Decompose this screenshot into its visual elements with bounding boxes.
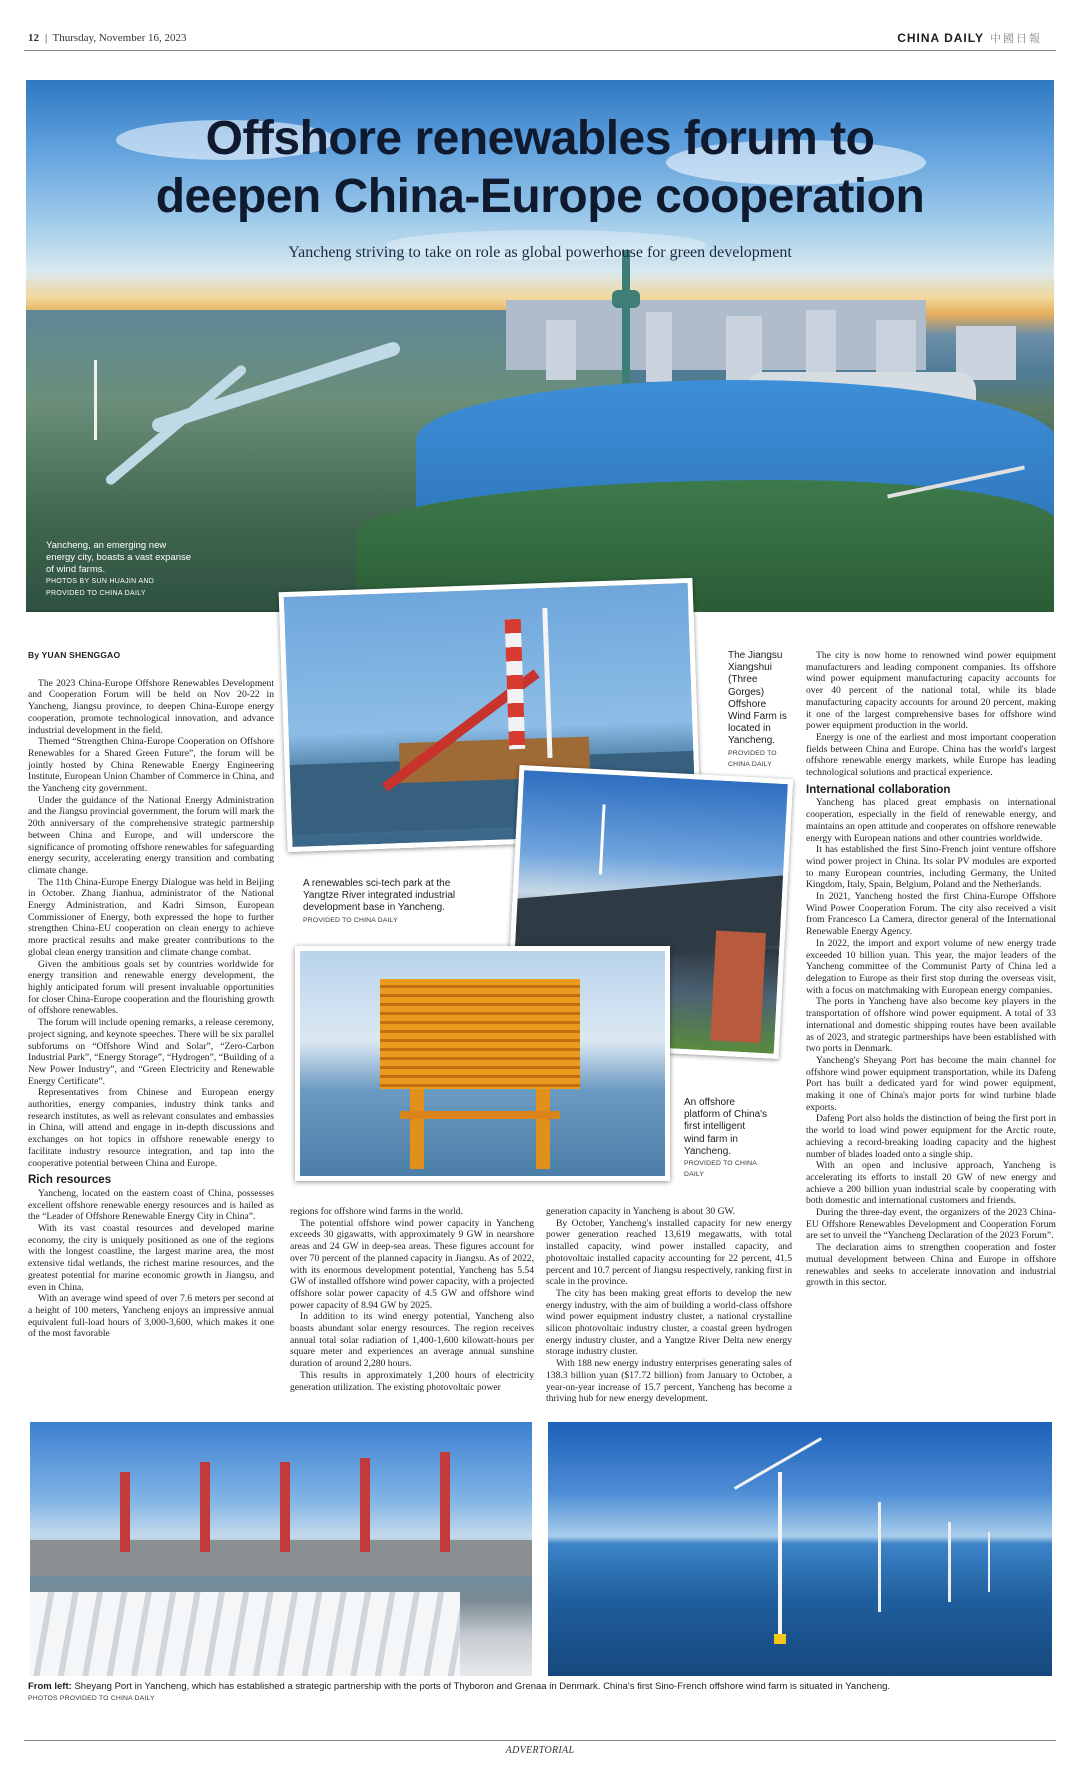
bottom-caption-text: Sheyang Port in Yancheng, which has established a strategic partnership with the ports of Thyboron and Grenaa in Denmark. China's first Sino-French offshore wind farm is situated in Yancheng.	[74, 1681, 891, 1692]
port-crane	[360, 1458, 370, 1552]
platform-leg	[536, 1089, 550, 1169]
paragraph: With an average wind speed of over 7.6 meters per second at a height of 100 meters, Yancheng enjoys an impressive annual equivalent full-load hours of 3,000-3,600, which makes it one of the most favorable	[28, 1293, 274, 1340]
paragraph: In 2022, the import and export volume of new energy trade exceeded 10 billion yuan. This year, the major leaders of the Yancheng committee of the Communist Party of China led a delegation to Europe as their first stop during the overseas visit, with a focus on matchmaking with European energy companies.	[806, 937, 1056, 996]
platform-leg	[410, 1089, 424, 1169]
wind-turbine	[599, 804, 606, 874]
article-column-4	[806, 650, 1056, 1289]
paragraph: By October, Yancheng's installed capacity for new energy power generation reached 13,619 megawatts, with total installed capacity, wind power installed capacity, and photovoltaic installed capacity accounting for 22 percent, 41.5 percent and 10.7 percent of Jiangsu respectively, ranking first in scale in the province.	[546, 1217, 792, 1288]
paragraph: The 11th China-Europe Energy Dialogue was held in Beijing in October. Zhang Jianhua, administrator of the National Energy Administration, and Kadri Simson, European Commissioner of Energy, both expressed the hope to further strengthen China-EU cooperation on clean energy to achieve more practical results and make greater contributions to the global clean energy transition and climate change combat.	[28, 876, 274, 958]
headline-line-1: Offshore renewables forum to	[205, 112, 875, 165]
park-credit: PROVIDED TO CHINA DAILY	[303, 916, 398, 924]
masthead-title: CHINA DAILY	[897, 31, 984, 45]
platform-caption	[684, 1097, 768, 1180]
advertorial-label: ADVERTORIAL	[505, 1745, 575, 1756]
park-caption	[303, 878, 483, 926]
paragraph: Dafeng Port also holds the distinction of being the first port in the world to load wind power equipment for the Arctic route, achieving a record-breaking loading capacity and the highest number of blades loaded onto a single ship.	[806, 1113, 1056, 1160]
wind-turbine	[878, 1502, 881, 1612]
bottom-caption-lead: From left:	[28, 1681, 72, 1692]
paragraph: The forum will include opening remarks, a release ceremony, project signing, and keynote speeches. There will be six parallel subforums on “Offshore Wind and Solar”, “Zero-Carbon Industrial Park”, “Energy Storage”, “Hydrogen”, “Building of a New Power Industry”, and “Green Electricity and Renewable Energy Certificate”.	[28, 1017, 274, 1087]
article-subheadline: Yancheng striving to take on role as global powerhouse for green development	[288, 244, 792, 261]
offshore-wind-farm-photo	[548, 1422, 1052, 1676]
crane-credit: PROVIDED TO CHINA DAILY	[728, 749, 777, 768]
paragraph: The potential offshore wind power capacity in Yancheng exceeds 30 gigawatts, with approximately 9 GW in nearshore areas and 24 GW in deep-sea areas. These figures account for over 70 percent of the planned capacity in Jiangsu. As of 2022, with its enormous development potential, Yancheng has 5.54 GW of installed offshore wind power capacity, with a projected offshore solar power capacity of 4.5 GW and offshore wind power capacity of 8.94 GW by 2025.	[290, 1217, 534, 1311]
platform-brace	[400, 1111, 560, 1119]
red-wall	[710, 931, 766, 1043]
paragraph: Themed “Strengthen China-Europe Cooperation on Offshore Renewables for a Shared Green Future”, the forum will be jointly hosted by China Renewable Energy Engineering Institute, European Union Chamber of Commerce in China, and the Yancheng city government.	[28, 736, 274, 795]
paragraph: Yancheng's Sheyang Port has become the main channel for offshore wind power equipment transportation, while its Dafeng Port has built a dedicated yard for wind power equipment, making it one of China's major ports for wind turbine blade exports.	[806, 1054, 1056, 1113]
paragraph: During the three-day event, the organizers of the 2023 China-EU Offshore Renewables Development and Cooperation Forum are set to unveil the “Yancheng Declaration of the 2023 Forum”.	[806, 1207, 1056, 1242]
masthead-chinese: 中國日報	[990, 33, 1042, 45]
byline: By YUAN SHENGGAO	[28, 650, 121, 660]
turbine-blades	[30, 1592, 460, 1676]
paragraph: Representatives from Chinese and European energy authorities, energy companies, industry think tanks and research institutes, as well as relevant consulates and embassies in China, will attend and engage in in-depth discussions and exchanges on hot topics in offshore renewable energy to facilitate industry resource integration, and tap into the cooperative potential between China and Europe.	[28, 1087, 274, 1169]
paragraph: Given the ambitious goals set by countries worldwide for energy transition and renewable energy development, the highly anticipated forum will present invaluable opportunities for closer China-Europe cooperation and the flourishing growth of offshore renewables.	[28, 958, 274, 1017]
platform-topside	[380, 979, 580, 1089]
turbine-base	[774, 1634, 786, 1644]
turbine-tower	[542, 608, 552, 758]
hero-caption-text: Yancheng, an emerging new energy city, boasts a vast expanse of wind farms.	[46, 540, 192, 575]
article-column-3	[546, 1206, 792, 1405]
port-crane	[120, 1472, 130, 1552]
paragraph: It has established the first Sino-French joint venture offshore wind power project in China. Its solar PV modules are exported to many European countries, including Germany, the United Kingdom, Italy, Spain, Belgium, Poland and the Netherlands.	[806, 844, 1056, 891]
separator: |	[45, 32, 48, 44]
crane-tower	[505, 619, 526, 749]
sheyang-port-photo	[30, 1422, 532, 1676]
hero-credit-2: PROVIDED TO CHINA DAILY	[46, 590, 146, 597]
paragraph: regions for offshore wind farms in the world.	[290, 1206, 464, 1217]
paragraph: The city is now home to renowned wind power equipment manufacturers and leading component companies. Its offshore wind power equipment manufacturing capacity accounts for over 40 percent of the national total, while its blade manufacturing capacity accounts for around 20 percent, making it one of the largest comprehensive bases for offshore wind power equipment production in the world.	[806, 650, 1056, 732]
port-crane	[200, 1462, 210, 1552]
article-column-2	[290, 1206, 534, 1393]
park-caption-text: A renewables sci-tech park at the Yangtze River integrated industrial development base in Yancheng.	[303, 878, 456, 914]
port-crane	[280, 1462, 290, 1552]
wind-turbine	[94, 360, 97, 440]
headline-line-2: deepen China-Europe cooperation	[155, 170, 925, 223]
hero-caption	[46, 540, 196, 600]
building	[956, 326, 1016, 380]
paragraph: In 2021, Yancheng hosted the first China-Europe Offshore Wind Power Cooperation Forum. The city also received a visit from Francesco La Camera, director general of the International Renewable Energy Agency.	[806, 891, 1056, 938]
bottom-caption	[28, 1681, 1058, 1705]
article-headline	[26, 110, 1054, 226]
dateline	[28, 32, 187, 44]
bottom-credit: PHOTOS PROVIDED TO CHINA DAILY	[28, 1695, 155, 1702]
wind-turbine	[948, 1522, 951, 1602]
paragraph: generation capacity in Yancheng is about 30 GW.	[546, 1206, 736, 1217]
crane-caption-text: The Jiangsu Xiangshui (Three Gorges) Offshore Wind Farm is located in Yancheng.	[728, 650, 787, 747]
paragraph: The city has been making great efforts to develop the new energy industry, with the aim of building a world-class offshore wind power equipment industry cluster, a national crystalline silicon photovoltaic industry cluster, a coastal green hydrogen energy industry cluster, and a Yangtze River Delta new energy storage industry cluster.	[546, 1287, 792, 1358]
hero-credit-1: PHOTOS BY SUN HUAJIN AND	[46, 578, 155, 585]
paragraph: This results in approximately 1,200 hours of electricity generation utilization. The existing photovoltaic power	[290, 1369, 534, 1393]
footer-rule	[24, 1740, 1056, 1741]
paragraph: With its vast coastal resources and developed marine economy, the city is uniquely positioned as one of the regions with the longest coastline, the largest marine area, the most extensive tidal wetlands, the richest marine resources, and the greatest potential for marine economic growth in Jiangsu, and even in China.	[28, 1223, 274, 1293]
platform-caption-text: An offshore platform of China's first intelligent wind farm in Yancheng.	[684, 1097, 768, 1157]
section-heading-rich-resources: Rich resources	[28, 1174, 112, 1187]
paragraph: With an open and inclusive approach, Yancheng is accelerating its efforts to install 20 GW of new energy and achieve a 200 billion yuan industrial scale by cooperating with both domestic and international customers and friends.	[806, 1160, 1056, 1207]
section-heading-international: International collaboration	[806, 783, 951, 796]
paragraph: Yancheng, located on the eastern coast of China, possesses excellent offshore renewable energy resources and is hailed as the “Leader of Offshore Renewable Energy City in China”.	[28, 1187, 274, 1223]
tv-tower-pod	[612, 290, 640, 308]
paragraph: In addition to its wind energy potential, Yancheng also boasts abundant solar energy resources. The region receives annual total solar radiation of 1,400-1,600 kilowatt-hours per square meter and experiences an average annual sunshine duration of around 2,280 hours.	[290, 1311, 534, 1370]
platform-credit: PROVIDED TO CHINA DAILY	[684, 1160, 757, 1179]
building	[646, 312, 672, 382]
masthead	[897, 30, 1042, 46]
offshore-platform-photo	[295, 946, 670, 1181]
issue-date: Thursday, November 16, 2023	[52, 32, 187, 44]
building	[726, 316, 762, 382]
paragraph: With 188 new energy industry enterprises generating sales of 138.3 billion yuan ($17.72 billion) from January to October, a year-on-year increase of 15.7 percent, Yancheng has become a thriving hub for new energy development.	[546, 1358, 792, 1405]
article-column-1	[28, 650, 274, 1340]
paragraph: Energy is one of the earliest and most important cooperation fields between China and Europe. China has the world's largest offshore renewable energy markets, while Europe has leading technological solutions and practical experience.	[806, 731, 1056, 779]
wind-turbine	[778, 1472, 782, 1642]
page-number: 12	[28, 32, 39, 44]
paragraph: The declaration aims to strengthen cooperation and foster mutual development between China and Europe in offshore renewables and seeks to accelerate innovation and industrial growth in this sector.	[806, 1242, 1056, 1289]
wind-turbine	[988, 1532, 990, 1592]
paragraph: Under the guidance of the National Energy Administration and the Jiangsu provincial government, the forum will mark the 20th anniversary of the comprehensive strategic partnership between China and Europe, and will underscore the significance of promoting offshore renewables for safeguarding energy security, accelerating energy transition and combating climate change.	[28, 794, 274, 876]
header-rule	[24, 50, 1056, 51]
paragraph: Yancheng has placed great emphasis on international cooperation, especially in the field of renewable energy, and maintains an open attitude and cooperates on offshore renewable energy with European nations and other countries worldwide.	[806, 797, 1056, 844]
building	[876, 320, 916, 380]
building	[546, 320, 576, 380]
paragraph: The 2023 China-Europe Offshore Renewables Development and Cooperation Forum will be held on Nov 20-22 in Yancheng, Jiangsu province, to deepen China-Europe energy cooperation, promote technological innovation, and advance industrial development in the field.	[28, 677, 274, 736]
port-crane	[440, 1452, 450, 1552]
paragraph: The ports in Yancheng have also become key players in the transportation of offshore wind power equipment. A total of 33 international and domestic shipping routes have been available as of 2023, and strategic partnerships have been established with two ports in Denmark.	[806, 996, 1056, 1055]
crane-caption	[728, 650, 791, 770]
